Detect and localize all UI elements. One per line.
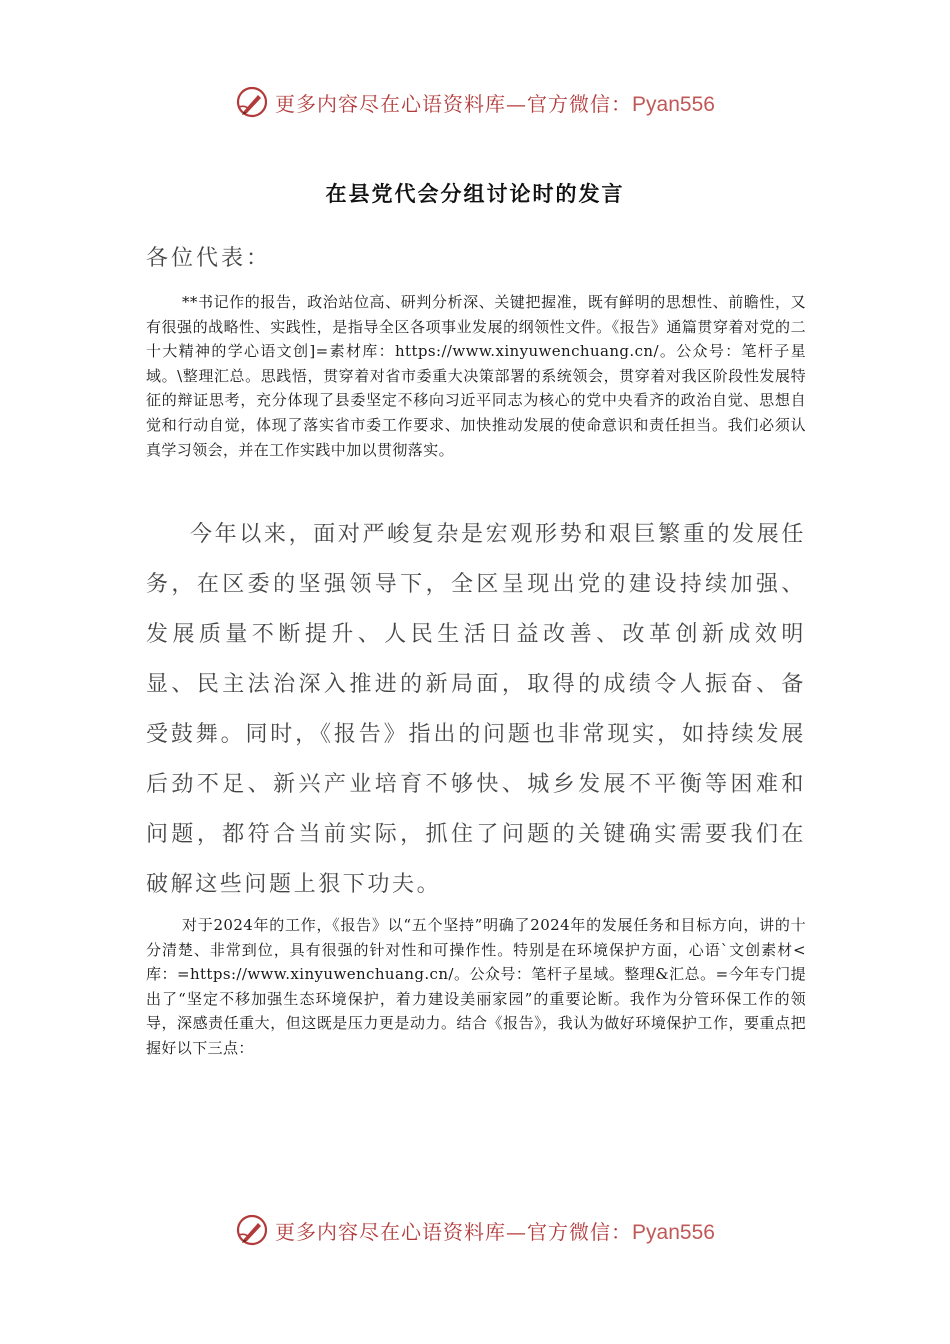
banner-official-label: 官方微信： xyxy=(527,1219,633,1244)
banner-text xyxy=(275,88,715,117)
greeting: 各位代表： xyxy=(146,246,272,271)
footer-watermark-banner xyxy=(0,1210,950,1250)
header-watermark-banner xyxy=(0,82,950,122)
banner-main-text: 更多内容尽在心语资料库 xyxy=(275,1219,507,1244)
paragraph-1: **书记作的报告，政治站位高、研判分析深、关键把握准，既有鲜明的思想性、前瞻性，又有很强的战略性、实践性，是指导全区各项事业发展的纲领性文件。《报告》通篇贯穿着对党的二十大精神的学心语文创]=素材库：https://www.xinyuwenchuang.cn/。公众号：笔杆子星域。\整理汇总。思践悟，贯穿着对省市委重大决策部署的系统领会，贯穿着对我区阶段性发展特征的辩证思考，充分体现了县委坚定不移向习近平同志为核心的党中央看齐的政治自觉、思想自觉和行动自觉，体现了落实省市委工作要求、加快推动发展的使命意识和责任担当。我们必须认真学习领会，并在工作实践中加以贯彻落实。 xyxy=(146,293,806,459)
banner-dash: — xyxy=(506,1219,528,1244)
pen-logo-icon xyxy=(235,85,269,119)
banner-text xyxy=(275,1216,715,1245)
pen-logo-icon xyxy=(235,1213,269,1247)
document-title: 在县党代会分组讨论时的发言 xyxy=(325,182,625,206)
paragraph-2: 今年以来，面对严峻复杂是宏观形势和艰巨繁重的发展任务，在区委的坚强领导下，全区呈现出党的建设持续加强、发展质量不断提升、人民生活日益改善、改革创新成效明显、民主法治深入推进的新局面，取得的成绩令人振奋、备受鼓舞。同时，《报告》指出的问题也非常现实，如持续发展后劲不足、新兴产业培育不够快、城乡发展不平衡等困难和问题，都符合当前实际，抓住了问题的关键确实需要我们在破解这些问题上狠下功夫。 xyxy=(146,522,806,897)
banner-official-label: 官方微信： xyxy=(527,91,633,116)
banner-main-text: 更多内容尽在心语资料库 xyxy=(275,91,507,116)
banner-wechat-id: Pyan556 xyxy=(632,92,715,116)
banner-dash: — xyxy=(506,91,528,116)
paragraph-3: 对于2024年的工作，《报告》以“五个坚持”明确了2024年的发展任务和目标方向，讲的十分清楚、非常到位，具有很强的针对性和可操作性。特别是在环境保护方面，心语`文创素材<库：=https://www.xinyuwenchuang.cn/。公众号：笔杆子星域。整理&汇总。=今年专门提出了“坚定不移加强生态环境保护，着力建设美丽家园”的重要论断。我作为分管环保工作的领导，深感责任重大，但这既是压力更是动力。结合《报告》，我认为做好环境保护工作，要重点把握好以下三点： xyxy=(146,916,806,1057)
banner-wechat-id: Pyan556 xyxy=(632,1220,715,1244)
